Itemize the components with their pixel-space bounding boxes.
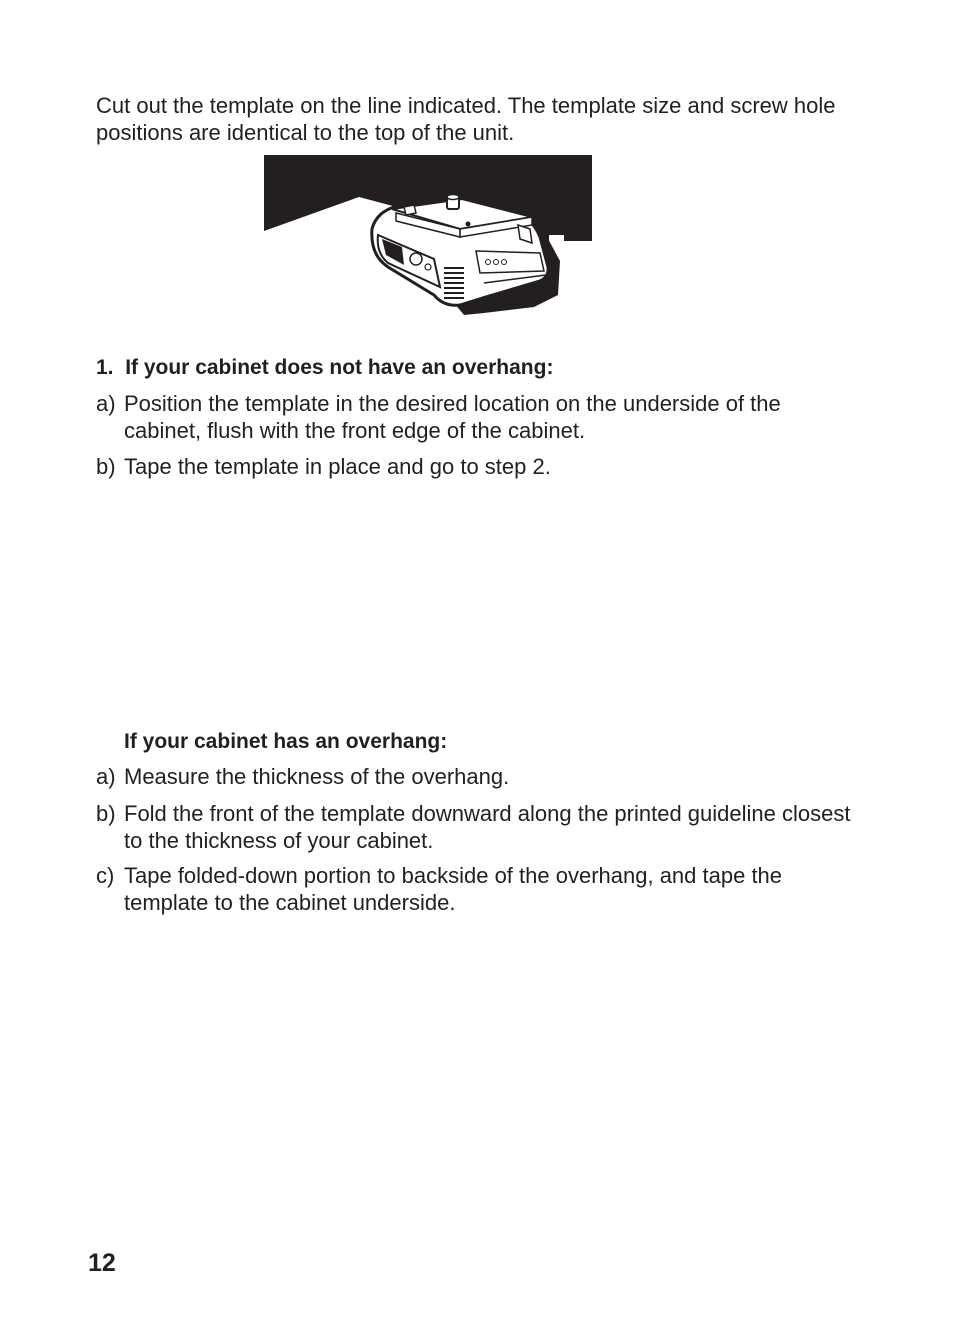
list-item-text: Measure the thickness of the overhang. [124,764,510,789]
list-item-text: Fold the front of the template downward along the printed guideline closest to the thickness of your cabinet. [124,801,851,853]
list-item [96,390,856,444]
list-item-marker: b) [96,454,116,479]
section-heading-colon: : [546,356,554,379]
list-item-text: Tape folded-down portion to backside of the overhang, and tape the template to the cabinet underside. [124,863,783,915]
list-item-marker: a) [96,391,116,416]
section-heading-text: If your cabinet has an overhang [124,730,441,753]
section-number: 1. [96,356,114,379]
list-item-text: Position the template in the desired location on the underside of the cabinet, flush with the front edge of the cabinet. [124,391,781,443]
list-item [96,453,856,480]
intro-paragraph: Cut out the template on the line indicated. The template size and screw hole positions are identical to the top of the unit. [96,93,836,145]
list-item [96,800,856,854]
section-heading-text: If your cabinet does not have an overhang [125,356,547,379]
page-number: 12 [88,1249,116,1277]
list-item-text: Tape the template in place and go to step 2. [124,454,551,479]
list-item-marker: c) [96,863,115,888]
list-item [96,763,856,790]
list-item-marker: a) [96,764,116,789]
list-item-marker: b) [96,801,116,826]
section-heading-overhang [124,728,447,755]
section-heading-no-overhang [96,354,553,381]
section-heading-colon: : [440,730,448,753]
list-item [96,862,856,916]
radio-under-cabinet-illustration [264,155,592,317]
